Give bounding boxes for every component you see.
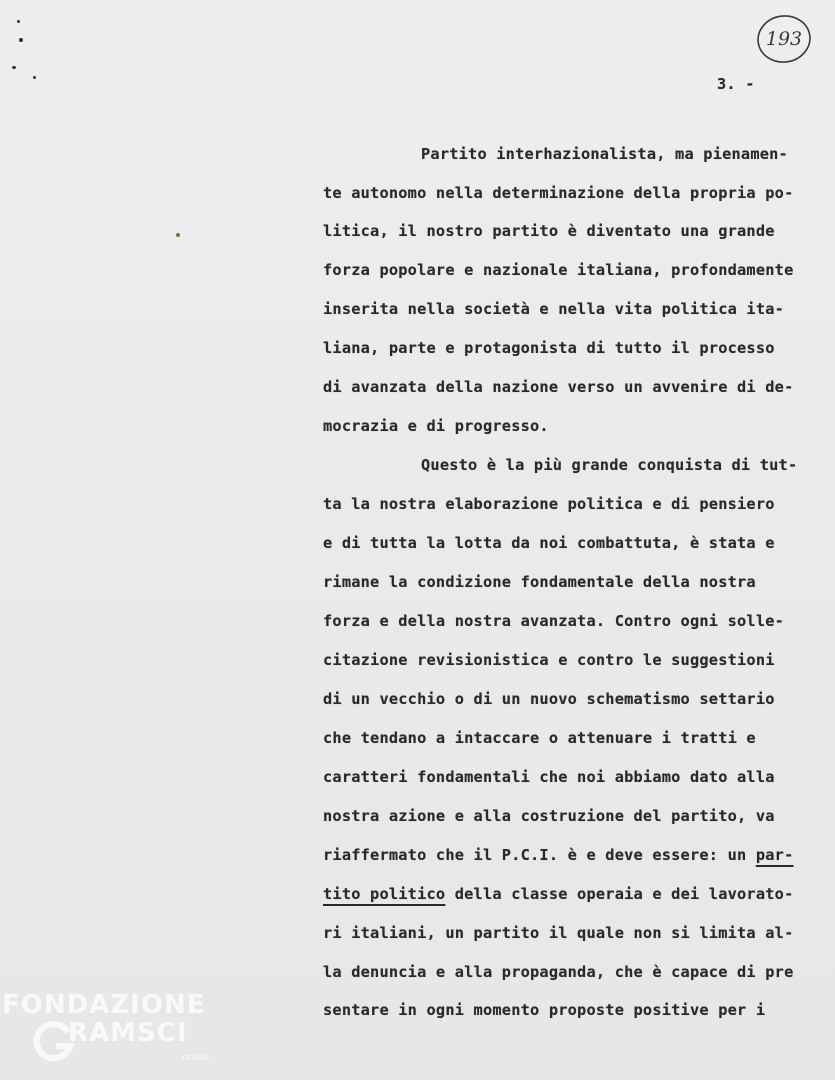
foundation-watermark xyxy=(2,990,212,1075)
text-line: forza e della nostra avanzata. Contro ogni solle- xyxy=(323,612,785,630)
margin-speck xyxy=(17,20,20,23)
text-line: Questo è la più grande conquista di tut- xyxy=(421,456,798,474)
text-line: te autonomo nella determinazione della propria po- xyxy=(323,184,794,202)
page-number: 3. - xyxy=(717,75,755,93)
text-line: inserita nella società e nella vita politica ita- xyxy=(323,300,785,318)
margin-speck xyxy=(176,233,180,237)
text-line: sentare in ogni momento proposte positive per i xyxy=(323,1001,766,1019)
watermark-line2: RAMSCI xyxy=(68,1018,188,1048)
text-line: la denuncia e alla propaganda, che è capace di pre xyxy=(323,963,794,981)
text-line: di un vecchio o di un nuovo schematismo settario xyxy=(323,690,775,708)
text-line: che tendano a intaccare o attenuare i tratti e xyxy=(323,729,756,747)
text-line: caratteri fondamentali che noi abbiamo dato alla xyxy=(323,768,775,786)
text-line: forza popolare e nazionale italiana, profondamente xyxy=(323,261,794,279)
margin-speck xyxy=(19,38,23,42)
underlined-text: par- xyxy=(755,846,794,864)
text-line: ri italiani, un partito il quale non si limita al- xyxy=(323,924,794,942)
text-line: citazione revisionistica e contro le suggestioni xyxy=(323,651,775,669)
text-segment: della classe operaia e dei lavorato- xyxy=(445,885,794,903)
text-line: di avanzata della nazione verso un avvenire di de- xyxy=(323,378,794,396)
archive-number: 193 xyxy=(765,28,803,50)
text-line: e di tutta la lotta da noi combattuta, è stata e xyxy=(323,534,775,552)
archive-number-annotation xyxy=(756,12,812,66)
text-line xyxy=(323,846,793,864)
text-line: litica, il nostro partito è diventato una grande xyxy=(323,222,775,240)
text-line: nostra azione e alla costruzione del partito, va xyxy=(323,807,775,825)
text-line: liana, parte e protagonista di tutto il processo xyxy=(323,339,775,357)
margin-speck xyxy=(12,66,16,69)
watermark-suffix: onlus xyxy=(182,1052,209,1063)
watermark-line1: FONDAZIONE xyxy=(2,990,206,1020)
text-line: ta la nostra elaborazione politica e di pensiero xyxy=(323,495,775,513)
text-line: Partito interhazionalista, ma pienamen- xyxy=(421,145,788,163)
margin-speck xyxy=(33,76,36,79)
text-line: rimane la condizione fondamentale della nostra xyxy=(323,573,756,591)
text-line: mocrazia e di progresso. xyxy=(323,417,549,435)
text-segment: riaffermato che il P.C.I. è e deve essere: un xyxy=(323,846,756,864)
underlined-text: tito politico xyxy=(323,885,446,903)
text-line xyxy=(323,885,793,903)
